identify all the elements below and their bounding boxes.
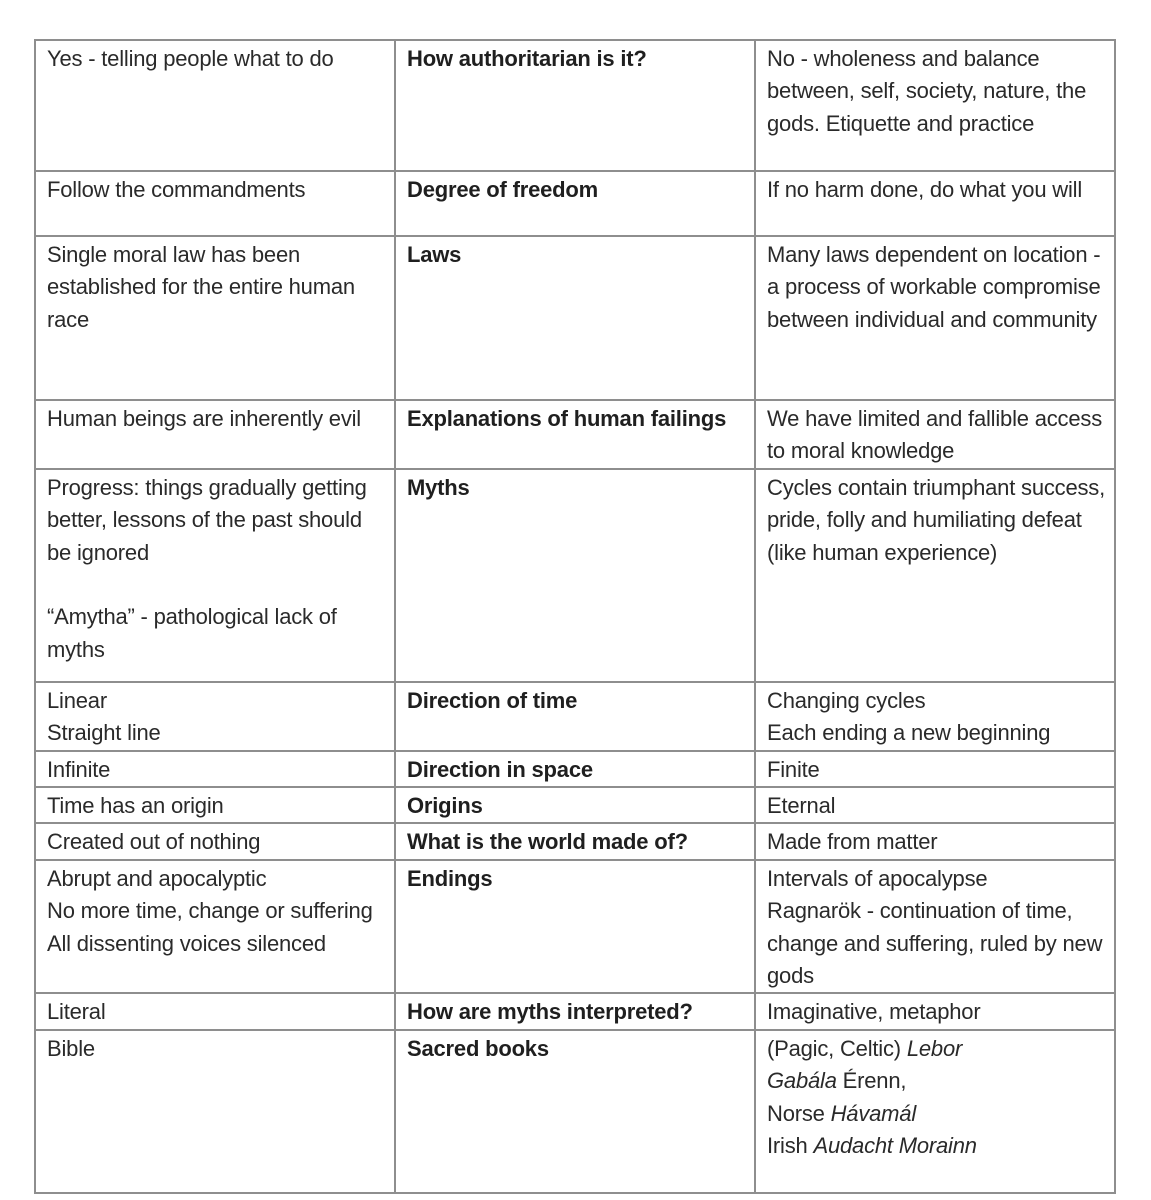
- table-row-freedom: [35, 171, 1115, 236]
- table-row-direction-of-time: [35, 682, 1115, 751]
- right-cell: Finite: [755, 751, 1115, 787]
- topic-cell: Myths: [395, 469, 755, 682]
- right-cell: Cycles contain triumphant success, pride, folly and humiliating defeat (like human experience): [755, 469, 1115, 682]
- left-cell: Abrupt and apocalyptic No more time, change or suffering All dissenting voices silenced: [35, 860, 395, 994]
- left-cell: Linear Straight line: [35, 682, 395, 751]
- topic-cell: Origins: [395, 787, 755, 823]
- right-cell: No - wholeness and balance between, self, society, nature, the gods. Etiquette and practice: [755, 40, 1115, 171]
- text: (Pagic, Celtic): [767, 1035, 907, 1061]
- left-cell: Created out of nothing: [35, 823, 395, 859]
- right-cell: If no harm done, do what you will: [755, 171, 1115, 236]
- italic-title: Hávamál: [830, 1100, 917, 1126]
- left-cell: Literal: [35, 993, 395, 1029]
- table-row-origins: [35, 787, 1115, 823]
- left-cell: Yes - telling people what to do: [35, 40, 395, 171]
- topic-cell: What is the world made of?: [395, 823, 755, 859]
- topic-cell: Laws: [395, 236, 755, 400]
- left-cell: Bible: [35, 1030, 395, 1193]
- topic-cell: Explanations of human failings: [395, 400, 755, 469]
- left-cell: Infinite: [35, 751, 395, 787]
- comparison-table-body: [35, 40, 1115, 1193]
- right-cell: We have limited and fallible access to moral knowledge: [755, 400, 1115, 469]
- topic-cell: Degree of freedom: [395, 171, 755, 236]
- right-cell: Eternal: [755, 787, 1115, 823]
- left-cell: Progress: things gradually getting better, lessons of the past should be ignored “Amytha” - pathological lack of myths: [35, 469, 395, 682]
- left-cell: Human beings are inherently evil: [35, 400, 395, 469]
- table-row-human-failings: [35, 400, 1115, 469]
- left-cell: Follow the commandments: [35, 171, 395, 236]
- right-cell: Intervals of apocalypse Ragnarök - continuation of time, change and suffering, ruled by new gods: [755, 860, 1115, 994]
- text: Irish: [767, 1133, 814, 1159]
- text: Érenn,: [836, 1068, 907, 1094]
- right-cell: Made from matter: [755, 823, 1115, 859]
- topic-cell: Direction in space: [395, 751, 755, 787]
- table-row-myth-interpretation: [35, 993, 1115, 1029]
- left-cell: Single moral law has been established for the entire human race: [35, 236, 395, 400]
- italic-title: Lebor: [906, 1035, 963, 1061]
- italic-title: Audacht Morainn: [813, 1133, 977, 1159]
- table-row-sacred-books: [35, 1030, 1115, 1193]
- italic-title: Gabála: [767, 1068, 837, 1094]
- right-cell: Changing cycles Each ending a new beginning: [755, 682, 1115, 751]
- table-row-world-made-of: [35, 823, 1115, 859]
- left-cell: Time has an origin: [35, 787, 395, 823]
- right-cell: Imaginative, metaphor: [755, 993, 1115, 1029]
- table-row-endings: [35, 860, 1115, 994]
- comparison-table: [34, 39, 1116, 1194]
- right-cell: Many laws dependent on location - a process of workable compromise between individual and community: [755, 236, 1115, 400]
- topic-cell: Direction of time: [395, 682, 755, 751]
- topic-cell: How are myths interpreted?: [395, 993, 755, 1029]
- table-row-laws: [35, 236, 1115, 400]
- table-row-authoritarian: [35, 40, 1115, 171]
- table-row-myths: [35, 469, 1115, 682]
- text: Norse: [767, 1100, 831, 1126]
- topic-cell: Sacred books: [395, 1030, 755, 1193]
- topic-cell: Endings: [395, 860, 755, 994]
- right-cell-sacred-books: [755, 1030, 1115, 1193]
- topic-cell: How authoritarian is it?: [395, 40, 755, 171]
- table-row-direction-in-space: [35, 751, 1115, 787]
